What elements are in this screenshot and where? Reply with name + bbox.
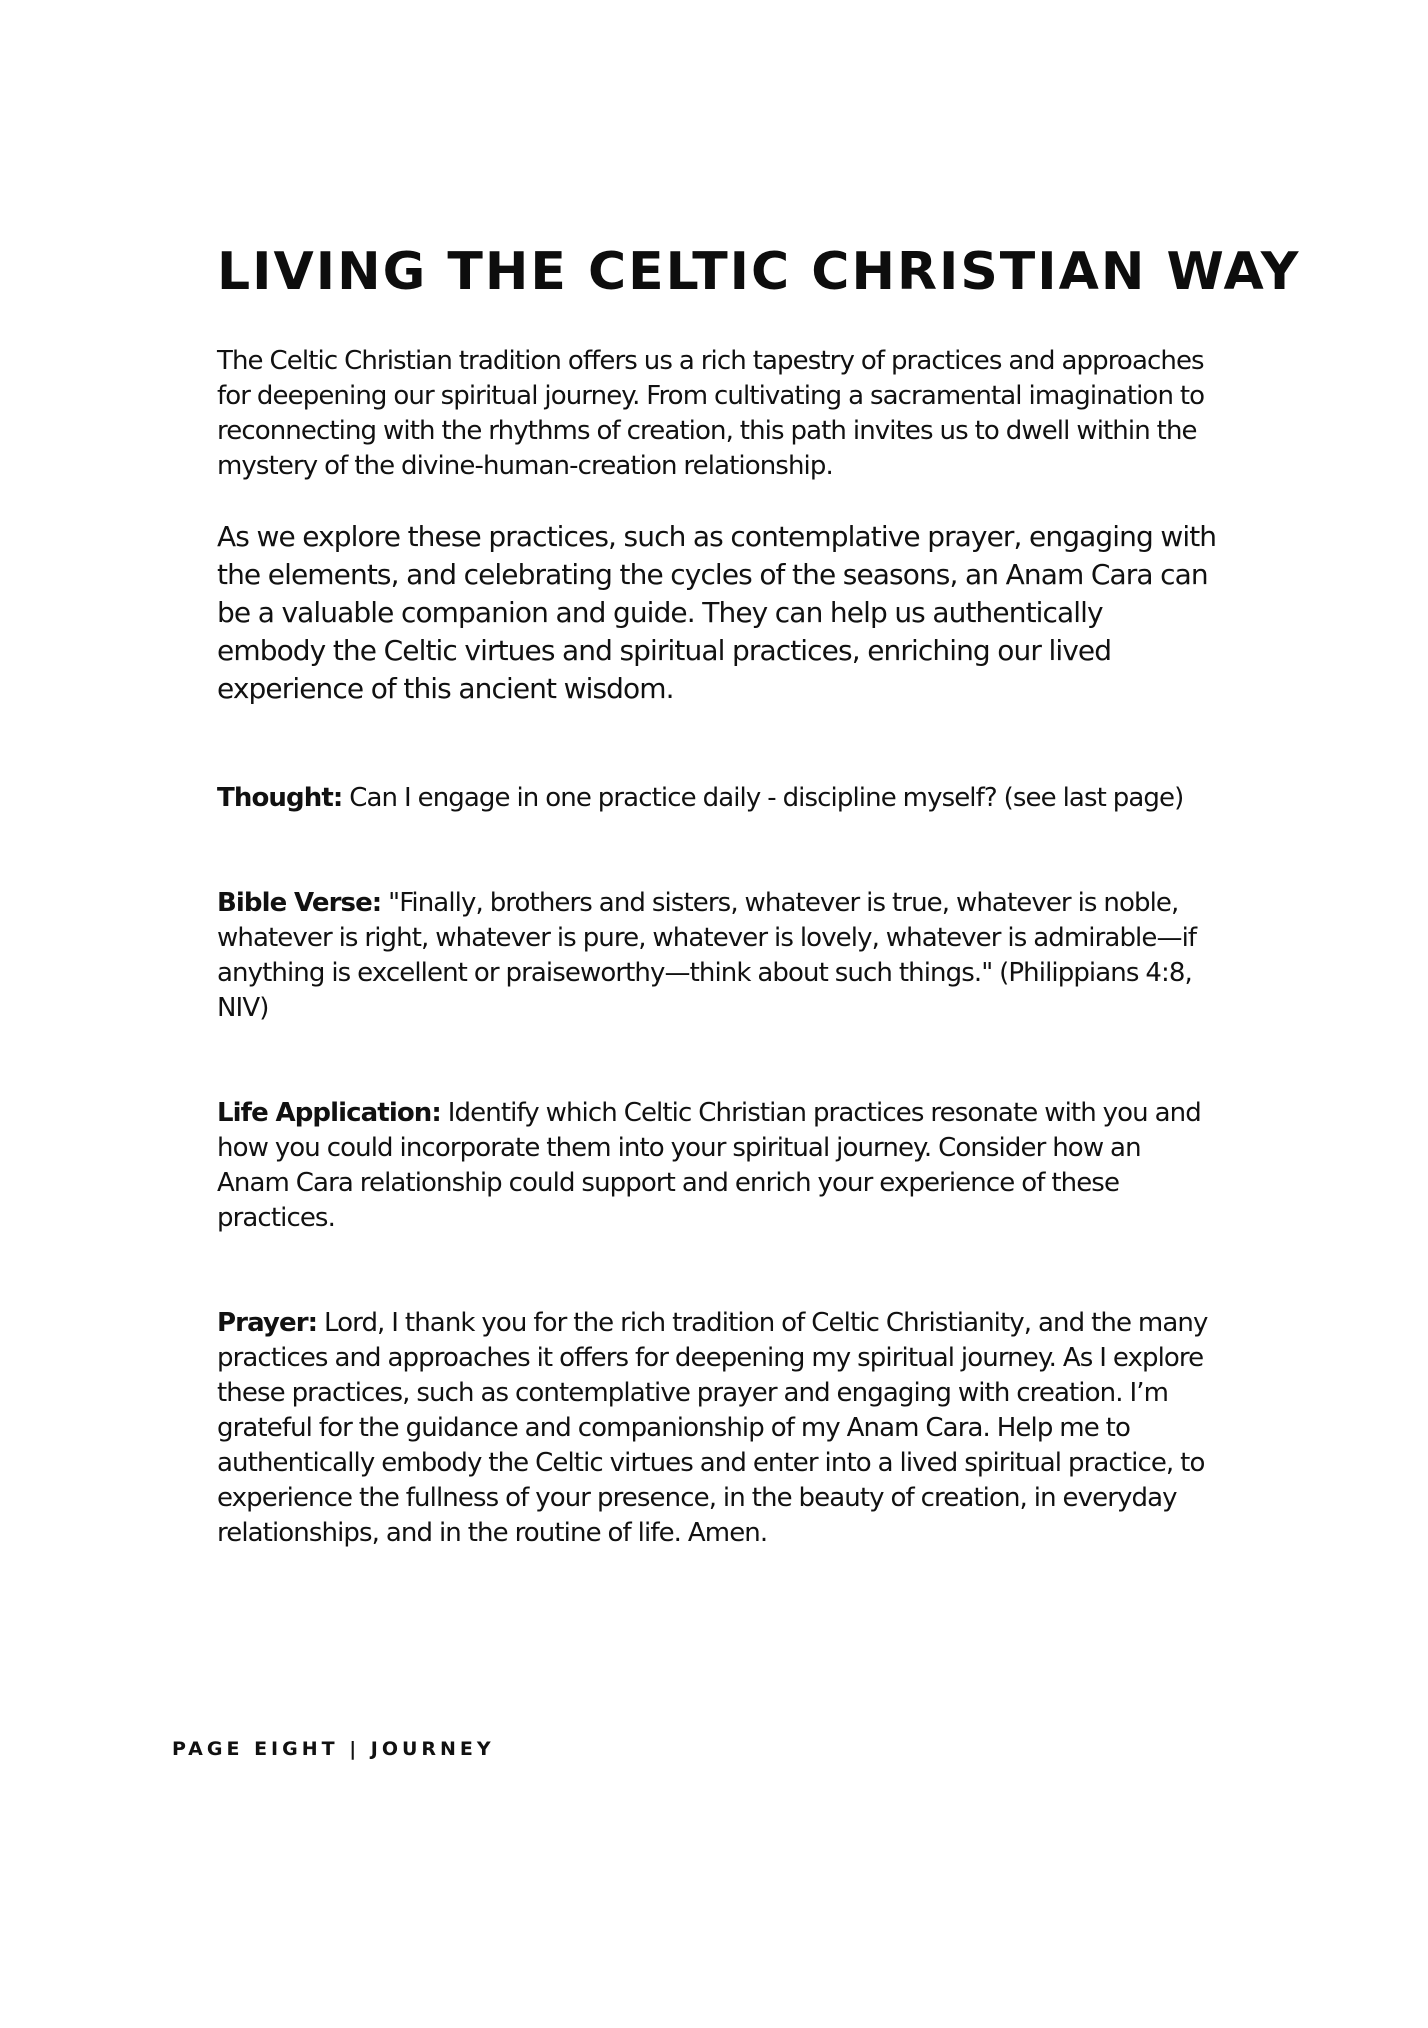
page-footer: PAGE EIGHT | JOURNEY — [172, 1738, 495, 1760]
life-application-text: Identify which Celtic Christian practices resonate with you and how you could incorporate them into your spiritual journey. Consider how an Anam Cara relationship could support and enrich your experience of these practices. — [217, 1098, 1201, 1233]
page-title: LIVING THE CELTIC CHRISTIAN WAY — [217, 242, 1301, 302]
bible-verse-label: Bible Verse: — [217, 888, 382, 918]
intro-paragraph-2: As we explore these practices, such as contemplative prayer, engaging with the elements, and celebrating the cycles of the seasons, an Anam Cara can be a valuable companion and guide. They can help us authentically embody the Celtic virtues and spiritual practices, enriching our lived experience of this ancient wisdom. — [217, 520, 1217, 705]
bible-verse-section — [217, 886, 1217, 1026]
life-application-section — [217, 1096, 1217, 1236]
prayer-text: Lord, I thank you for the rich tradition of Celtic Christianity, and the many practices and approaches it offers for deepening my spiritual journey. As I explore these practices, such as contemplative prayer and engaging with creation. I’m grateful for the guidance and companionship of my Anam Cara. Help me to authentically embody the Celtic virtues and enter into a lived spiritual practice, to experience the fullness of your presence, in the beauty of creation, in everyday relationships, and in the routine of life. Amen. — [217, 1308, 1208, 1548]
prayer-label: Prayer: — [217, 1308, 318, 1338]
thought-section — [217, 781, 1217, 816]
thought-text: Can I engage in one practice daily - discipline myself? (see last page) — [342, 783, 1184, 813]
thought-label: Thought: — [217, 783, 343, 813]
life-application-label: Life Application: — [217, 1098, 441, 1128]
prayer-section — [217, 1306, 1217, 1551]
bible-verse-text: "Finally, brothers and sisters, whatever is true, whatever is noble, whatever is right, whatever is pure, whatever is lovely, whatever is admirable—if anything is excellent or praiseworthy—think about such things." (Philippians 4:8, NIV) — [217, 888, 1197, 1023]
intro-paragraph-1: The Celtic Christian tradition offers us a rich tapestry of practices and approaches for deepening our spiritual journey. From cultivating a sacramental imagination to reconnecting with the rhythms of creation, this path invites us to dwell within the mystery of the divine-human-creation relationship. — [217, 346, 1205, 481]
